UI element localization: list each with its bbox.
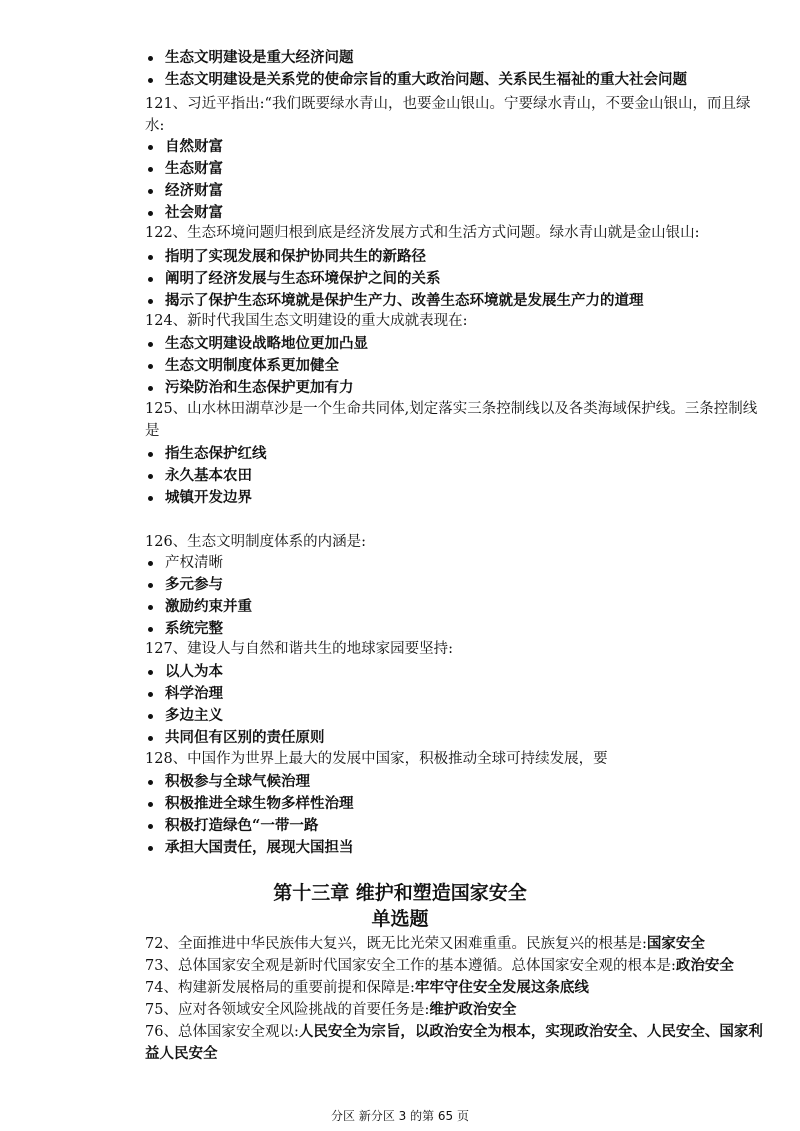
mc-question bbox=[145, 955, 765, 977]
mc-answer: 政治安全 bbox=[675, 957, 734, 974]
mc-answer: 人民安全为宗旨，以政治安全为根本，实现政治安全、人民安全、国家利益人民安全 bbox=[145, 1023, 763, 1062]
list-item: 污染防治和生态保护更加有力 bbox=[165, 379, 354, 396]
list-item: 永久基本农田 bbox=[165, 467, 252, 484]
list-item: 阐明了经济发展与生态环境保护之间的关系 bbox=[165, 270, 441, 287]
question-128: 128、中国作为世界上最大的发展中国家，积极推动全球可持续发展，要 bbox=[145, 751, 608, 767]
question-127: 127、建设人与自然和谐共生的地球家园要坚持: bbox=[145, 641, 454, 657]
question-125: 125、山水林田湖草沙是一个生命共同体,划定落实三条控制线以及各类海域保护线。三条控制线是 bbox=[145, 401, 758, 439]
list-item: 经济财富 bbox=[165, 182, 223, 199]
page-footer: 分区 新分区 3 的第 65 页 bbox=[331, 1109, 469, 1123]
list-item: 多边主义 bbox=[165, 707, 223, 724]
mc-question-text: 72、全面推进中华民族伟大复兴，既无比光荣又困难重重。民族复兴的根基是: bbox=[145, 936, 647, 952]
list-item: 社会财富 bbox=[165, 204, 223, 221]
list-item: 共同但有区别的责任原则 bbox=[165, 729, 325, 746]
list-item: 系统完整 bbox=[165, 620, 223, 637]
mc-question-text: 73、总体国家安全观是新时代国家安全工作的基本遵循。总体国家安全观的根本是: bbox=[145, 958, 676, 974]
list-item: 生态文明建设是关系党的使命宗旨的重大政治问题、关系民生福祉的重大社会问题 bbox=[165, 71, 687, 88]
question-121: 121、习近平指出:“我们既要绿水青山，也要金山银山。宁要绿水青山，不要金山银山，而且绿水: bbox=[145, 96, 751, 134]
list-item: 积极参与全球气候治理 bbox=[165, 773, 310, 790]
list-item: 科学治理 bbox=[165, 685, 223, 702]
list-item: 城镇开发边界 bbox=[165, 489, 252, 506]
list-item: 多元参与 bbox=[165, 576, 223, 593]
list-item: 生态财富 bbox=[165, 160, 223, 177]
mc-question bbox=[145, 1021, 765, 1065]
list-item: 自然财富 bbox=[165, 138, 223, 155]
list-item: 以人为本 bbox=[165, 663, 223, 680]
mc-question-text: 75、应对各领域安全风险挑战的首要任务是: bbox=[145, 1002, 430, 1018]
question-122: 122、生态环境问题归根到底是经济发展方式和生活方式问题。绿水青山就是金山银山: bbox=[145, 225, 700, 241]
list-item: 指明了实现发展和保护协同共生的新路径 bbox=[165, 248, 426, 265]
mc-question-text: 74、构建新发展格局的重要前提和保障是: bbox=[145, 980, 415, 996]
section-title: 单选题 bbox=[371, 908, 429, 930]
list-item: 指生态保护红线 bbox=[165, 445, 267, 462]
list-item: 生态文明制度体系更加健全 bbox=[165, 357, 339, 374]
chapter-title: 第十三章 维护和塑造国家安全 bbox=[273, 882, 527, 904]
mc-question bbox=[145, 977, 765, 999]
mc-answer: 维护政治安全 bbox=[429, 1001, 517, 1018]
mc-question bbox=[145, 999, 765, 1021]
list-item: 承担大国责任，展现大国担当 bbox=[165, 839, 354, 856]
list-item: 积极推进全球生物多样性治理 bbox=[165, 795, 354, 812]
mc-question bbox=[145, 933, 765, 955]
mc-answer: 牢牢守住安全发展这条底线 bbox=[414, 979, 589, 996]
list-item: 揭示了保护生态环境就是保护生产力、改善生态环境就是发展生产力的道理 bbox=[165, 292, 644, 309]
question-124: 124、新时代我国生态文明建设的重大成就表现在: bbox=[145, 313, 468, 329]
question-126: 126、生态文明制度体系的内涵是: bbox=[145, 534, 367, 550]
list-item: 产权清晰 bbox=[165, 555, 223, 571]
mc-answer: 国家安全 bbox=[646, 935, 705, 952]
list-item: 生态文明建设是重大经济问题 bbox=[165, 49, 354, 66]
list-item: 激励约束并重 bbox=[165, 598, 252, 615]
list-item: 生态文明建设战略地位更加凸显 bbox=[165, 335, 368, 352]
mc-question-text: 76、总体国家安全观以: bbox=[145, 1024, 299, 1040]
list-item: 积极打造绿色“一带一路 bbox=[165, 817, 319, 834]
